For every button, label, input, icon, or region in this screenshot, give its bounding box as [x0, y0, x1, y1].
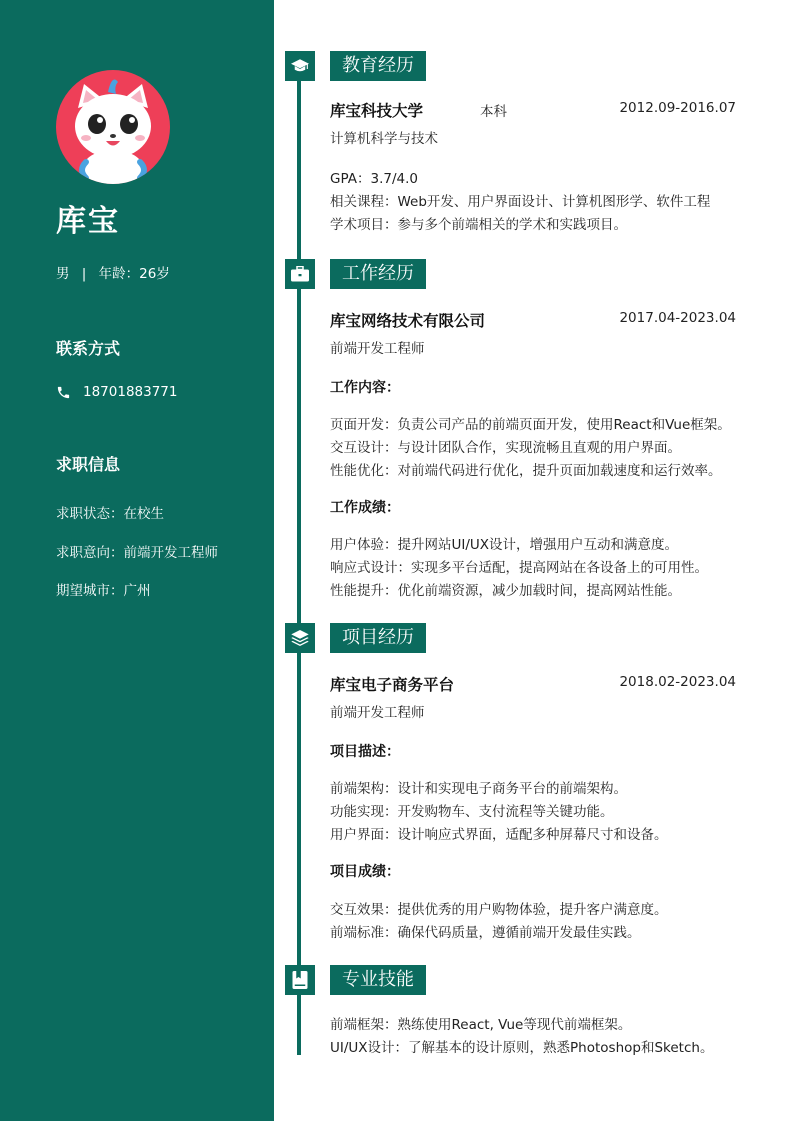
- list-item: 功能实现：开发购物车、支付流程等关键功能。: [330, 804, 614, 820]
- academic-projects: 学术项目：参与多个前端相关的学术和实践项目。: [330, 217, 627, 233]
- job-intent: 求职意向：前端开发工程师: [56, 545, 218, 561]
- project-role: 前端开发工程师: [330, 705, 425, 721]
- contact-heading: 联系方式: [56, 339, 121, 358]
- work-section-icon: [285, 259, 315, 289]
- work-role: 前端开发工程师: [330, 341, 425, 357]
- graduation-cap-icon: [291, 59, 309, 73]
- list-item: 响应式设计：实现多平台适配，提高网站在各设备上的可用性。: [330, 560, 708, 576]
- timeline-line: [297, 58, 301, 1055]
- education-date: 2012.09-2016.07: [619, 100, 736, 116]
- courses: 相关课程：Web开发、用户界面设计、计算机图形学、软件工程: [330, 194, 711, 210]
- list-item: 用户体验：提升网站UI/UX设计，增强用户互动和满意度。: [330, 537, 679, 553]
- list-item: 用户界面：设计响应式界面，适配多种屏幕尺寸和设备。: [330, 827, 668, 843]
- list-item: 性能提升：优化前端资源，减少加载时间，提高网站性能。: [330, 583, 681, 599]
- job-info-heading: 求职信息: [56, 455, 121, 474]
- book-icon: [292, 971, 308, 989]
- degree: 本科: [480, 104, 507, 120]
- company-name: 库宝网络技术有限公司: [330, 312, 486, 330]
- project-date: 2018.02-2023.04: [619, 674, 736, 690]
- list-item: 交互效果：提供优秀的用户购物体验，提升客户满意度。: [330, 902, 668, 918]
- basic-info: [56, 262, 170, 282]
- work-date: 2017.04-2023.04: [619, 310, 736, 326]
- skills-section-icon: [285, 965, 315, 995]
- list-item: UI/UX设计：了解基本的设计原则，熟悉Photoshop和Sketch。: [330, 1040, 714, 1056]
- profile-name: 库宝: [56, 204, 120, 239]
- education-section-icon: [285, 51, 315, 81]
- project-desc-heading: 项目描述：: [330, 744, 400, 760]
- school-name: 库宝科技大学: [330, 102, 424, 120]
- skills-title: 专业技能: [330, 965, 426, 995]
- list-item: 性能优化：对前端代码进行优化，提升页面加载速度和运行效率。: [330, 463, 722, 479]
- work-title: 工作经历: [330, 259, 426, 289]
- major: 计算机科学与技术: [330, 131, 438, 147]
- job-city: 期望城市：广州: [56, 583, 151, 599]
- work-results-heading: 工作成绩：: [330, 500, 400, 516]
- list-item: 前端标准：确保代码质量，遵循前端开发最佳实践。: [330, 925, 641, 941]
- education-title: 教育经历: [330, 51, 426, 81]
- layers-icon: [291, 630, 309, 646]
- project-title: 项目经历: [330, 623, 426, 653]
- briefcase-icon: [291, 266, 309, 282]
- sidebar: [0, 0, 274, 1121]
- separator: |: [81, 266, 87, 282]
- job-status: 求职状态：在校生: [56, 506, 164, 522]
- phone-number: 18701883771: [83, 384, 178, 400]
- list-item: 交互设计：与设计团队合作，实现流畅且直观的用户界面。: [330, 440, 681, 456]
- project-section-icon: [285, 623, 315, 653]
- list-item: 页面开发：负责公司产品的前端页面开发，使用React和Vue框架。: [330, 417, 731, 433]
- phone-icon: [56, 385, 71, 400]
- avatar: [56, 70, 170, 184]
- work-content-heading: 工作内容：: [330, 380, 400, 396]
- gender: 男: [56, 266, 70, 282]
- phone-row: [56, 384, 177, 400]
- list-item: 前端架构：设计和实现电子商务平台的前端架构。: [330, 781, 627, 797]
- project-name: 库宝电子商务平台: [330, 676, 455, 694]
- gpa: GPA：3.7/4.0: [330, 171, 418, 187]
- project-results-heading: 项目成绩：: [330, 864, 400, 880]
- list-item: 前端框架：熟练使用React, Vue等现代前端框架。: [330, 1017, 632, 1033]
- cat-mascot-icon: [56, 70, 170, 184]
- age: 年龄：26岁: [98, 266, 170, 282]
